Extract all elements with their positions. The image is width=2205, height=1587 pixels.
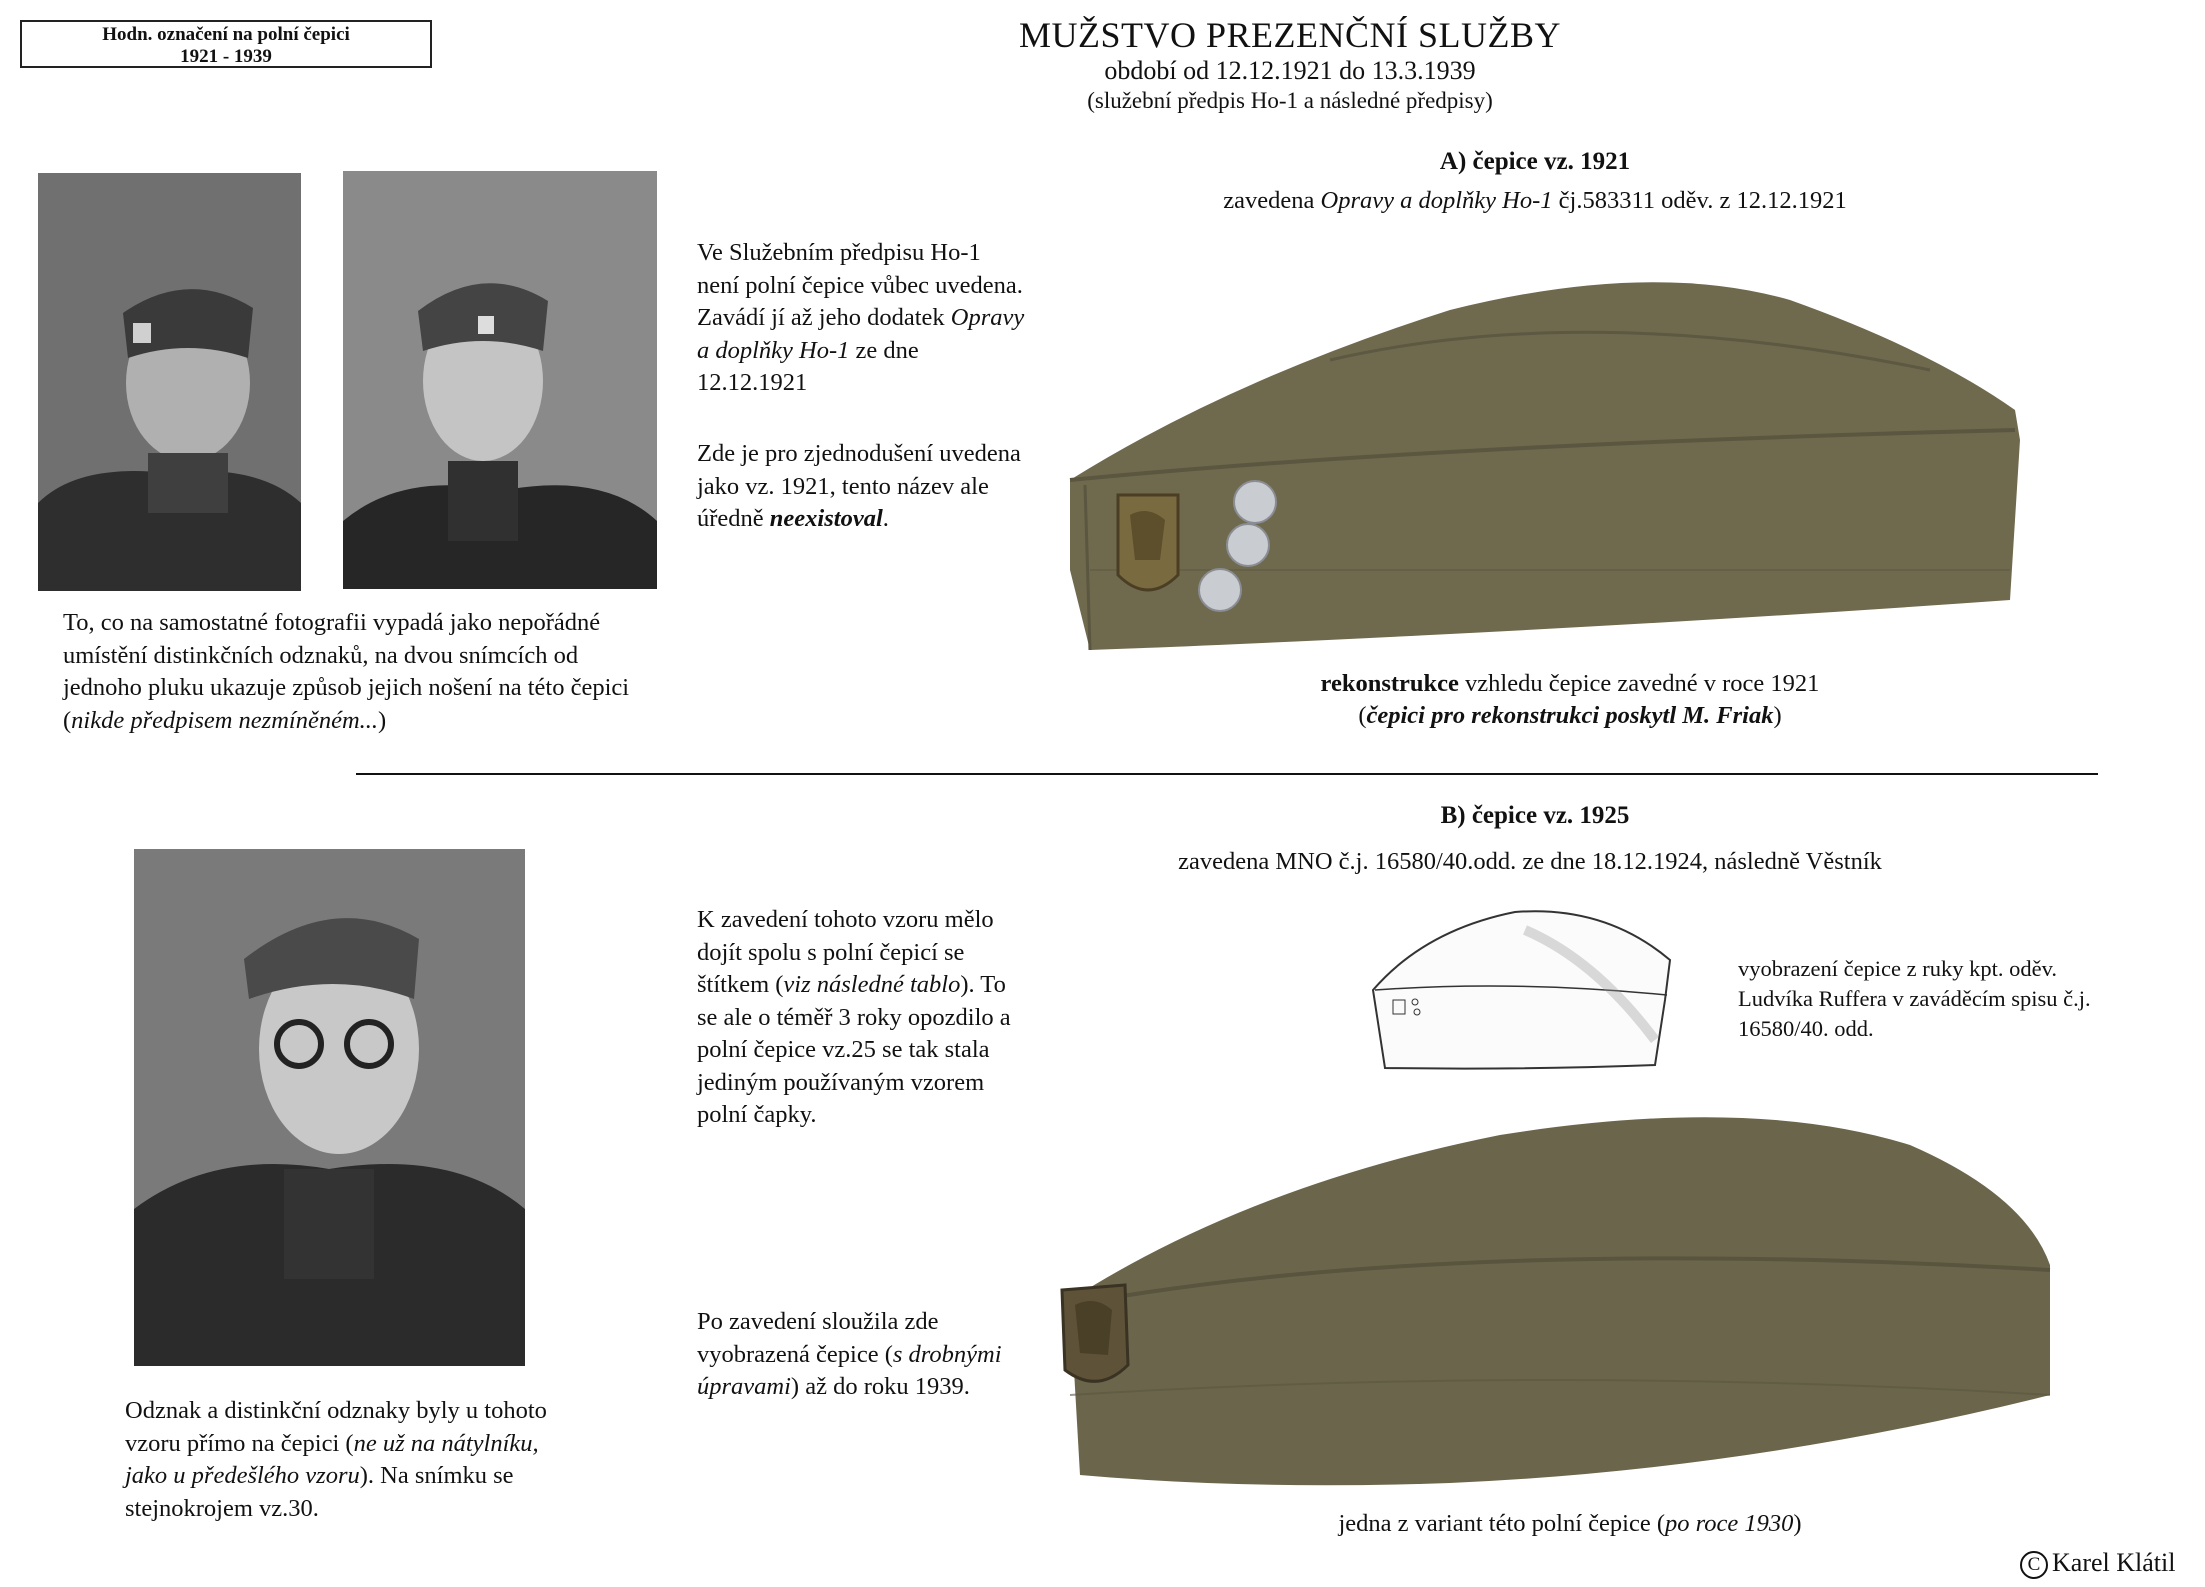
period-subtitle: období od 12.12.1921 do 13.3.1939 — [1104, 56, 1476, 85]
panel-label-line2: 1921 - 1939 — [180, 46, 272, 67]
hat-1925-caption-prefix: jedna z variant této polní čepice ( — [1338, 1510, 1665, 1537]
hat-1925-sketch-drawing — [1365, 900, 1680, 1080]
panel-label-line1: Hodn. označení na polní čepici — [102, 24, 350, 45]
text-b2-prefix: Po zavedení sloužila zde vyobrazená čepice ( — [697, 1308, 939, 1368]
hat-1925-sketch — [1365, 900, 1680, 1080]
section-a-intro-suffix: čj.583311 oděv. z 12.12.1921 — [1552, 187, 1847, 214]
soldier-photo-1-drawing — [38, 173, 301, 591]
hat-1921-caption — [1110, 668, 2030, 701]
text-a2-bold: neexistoval — [769, 505, 883, 532]
soldier-photo-2 — [343, 171, 657, 589]
hat-1925-caption-italic: po roce 1930 — [1664, 1510, 1794, 1537]
intro-text-b2 — [697, 1306, 1017, 1404]
photos-caption-a — [63, 607, 663, 737]
sketch-caption: vyobrazení čepice z ruky kpt. oděv. Ludvíka Ruffera v zaváděcím spisu č.j. 16580/40. odd. — [1738, 956, 2091, 1041]
photos-caption-a-prefix: To, co na samostatné fotografii vypadá jako nepořádné umístění distinkčních odznaků, na dvou snímcích od jednoho pluku ukazuje způsob jejich nošení na této čepici ( — [63, 609, 630, 734]
photos-caption-a-italic: nikde předpisem nezmíněném... — [71, 706, 379, 734]
section-divider — [356, 773, 2098, 775]
text-a1-suffix: ze dne 12.12.1921 — [697, 336, 919, 396]
copyright-icon: C — [2020, 1551, 2048, 1579]
hat-1925-image — [1050, 1095, 2060, 1495]
hat-1921-credit-close: ) — [1773, 702, 1782, 729]
panel-label-box — [20, 20, 432, 68]
hat-1925-caption — [1110, 1508, 2030, 1541]
hat-1921-credit-open: ( — [1358, 702, 1367, 729]
soldier-photo-3-drawing — [134, 849, 525, 1366]
section-a-intro — [1080, 185, 1990, 218]
text-b1-suffix: ). To se ale o téměř 3 roky opozdilo a polní čepice vz.25 se tak stala jediným používaným vzorem polní čapky. — [697, 971, 1011, 1128]
text-b1-prefix: K zavedení tohoto vzoru mělo dojít spolu s polní čepicí se štítkem ( — [697, 906, 994, 998]
hat-1921-credit-italic: čepici pro rekonstrukci poskytl M. Friak — [1366, 702, 1774, 729]
soldier-photo-3 — [134, 849, 525, 1366]
section-b-intro: zavedena MNO č.j. 16580/40.odd. ze dne 18.12.1924, následně Věstník — [1178, 848, 1882, 875]
text-a2-suffix: . — [882, 505, 889, 532]
text-b2-italic: s drobnými úpravami — [697, 1340, 1002, 1400]
hat-1925-caption-suffix: ) — [1793, 1510, 1802, 1537]
text-b1-italic: viz následné tablo — [783, 971, 961, 998]
section-a-heading: A) čepice vz. 1921 — [1439, 148, 1631, 175]
section-b-heading: B) čepice vz. 1925 — [1440, 802, 1630, 829]
intro-text-a1 — [697, 237, 1027, 400]
hat-1921-caption-rest: vzhledu čepice zavedné v roce 1921 — [1458, 670, 1820, 697]
text-a2-prefix: Zde je pro zjednodušení uvedena jako vz. 1921, tento název ale úředně — [697, 440, 1021, 532]
page-title: MUŽSTVO PREZENČNÍ SLUŽBY — [1018, 15, 1561, 55]
text-a1-italic: Opravy a doplňky Ho-1 — [697, 304, 1025, 364]
photo-caption-b — [125, 1395, 565, 1525]
photo-caption-b-suffix: ). Na snímku se stejnokrojem vz.30. — [125, 1462, 514, 1522]
copyright-author: Karel Klátil — [2052, 1548, 2176, 1577]
hat-1921-image — [1030, 240, 2030, 660]
hat-1921-credit — [1110, 700, 2030, 733]
soldier-photo-2-drawing — [343, 171, 657, 589]
text-a1-prefix: Ve Služebním předpisu Ho-1 není polní čepice vůbec uvedena. Zavádí jí až jeho dodatek — [697, 239, 1023, 331]
hat-1925-drawing — [1050, 1095, 2060, 1495]
hat-1921-caption-bold: rekonstrukce — [1320, 670, 1459, 697]
photo-caption-b-italic: ne už na nátylníku, jako u předešlého vzoru — [125, 1429, 539, 1489]
regulation-subtitle: (služební předpis Ho-1 a následné předpisy) — [1087, 88, 1493, 113]
section-a-intro-prefix: zavedena — [1223, 187, 1321, 214]
soldier-photo-1 — [38, 173, 301, 591]
text-b2-suffix: ) až do roku 1939. — [790, 1373, 970, 1400]
photos-caption-a-suffix: ) — [378, 706, 387, 734]
hat-1921-drawing — [1030, 240, 2030, 660]
copyright — [2020, 1547, 2200, 1579]
photo-caption-b-prefix: Odznak a distinkční odznaky byly u tohoto vzoru přímo na čepici ( — [125, 1397, 547, 1457]
intro-text-b1 — [697, 904, 1017, 1132]
section-a-intro-italic: Opravy a doplňky Ho-1 — [1320, 187, 1553, 214]
intro-text-a2 — [697, 438, 1027, 536]
